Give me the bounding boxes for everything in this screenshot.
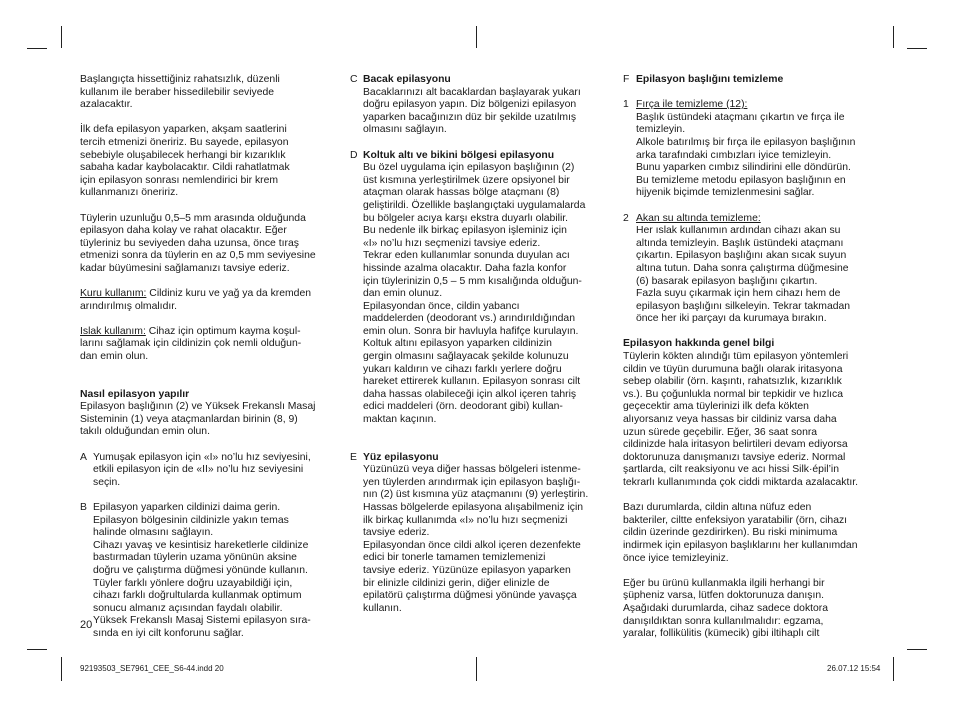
crop-mark-bottom-left-h — [27, 649, 47, 650]
dry-use-paragraph: Kuru kullanım: Cildiniz kuru ve yağ ya da kremden arındırılmış olmalıdır. — [80, 288, 312, 312]
footer-filename: 92193503_SE7961_CEE_S6-44.indd 20 — [80, 664, 224, 673]
cleaning-step-2: 2 Akan su altında temizleme: Her ıslak kullanımın ardından cihazı akan su altında temizleyin. Başlık üstündeki ataçmanı çıkartın. Epilasyon başlığını akan sıcak suyun altına tutun. Daha sonra çalıştırma düğmesine (6) basarak epilasyon başlığını çıkartın. Fazla suyu çıkarmak için hem cihazı hem de epilasyon başlığını silkeleyin. Tekrar takmadan önce her iki parçayı da kurumaya bırakın. — [623, 212, 851, 325]
column-middle — [350, 74, 612, 615]
water-cleaning-title: Akan su altında temizleme: — [636, 212, 761, 224]
step-b: B Epilasyon yaparken cildinizi daima gerin. Epilasyon bölgesinin cildinizle yakın temas halinde olmasını sağlayın. Cihazı yavaş ve kesintisiz hareketlerle cildinize bastırmadan tüylerin uzama yönünün aksine doğru ve çalıştırma düğmesi yönünde kullanın. Tüyler farklı yönlere doğru uzayabildiği için, cihazı farklı doğrultularda kullanmak optimum sonucu almanız açısından faydalı olabilir. Yüksek Frekanslı Masaj Sistemi epilasyon sıra- sında en iyi cilt konforunu sağlar. — [80, 502, 311, 639]
column-right — [623, 74, 885, 641]
crop-mark-bottom-right-h — [907, 649, 927, 650]
wet-use-paragraph: Islak kullanım: Cihaz için optimum kayma koşul- larını sağlamak için cildinizin çok nemli olduğun- dan emin olun. — [80, 325, 302, 363]
general-info-heading: Epilasyon hakkında genel bilgi — [623, 338, 775, 350]
crop-mark-top-left-v — [61, 26, 62, 48]
wet-use-label: Islak kullanım: — [80, 325, 146, 337]
crop-mark-bottom-left-v — [61, 657, 62, 681]
brush-cleaning-title: Fırça ile temizleme (12): — [636, 99, 748, 111]
crop-mark-top-right-v — [893, 26, 894, 48]
face-epilation-heading: Yüz epilasyonu — [363, 451, 439, 463]
cleaning-step-1: 1 Fırça ile temizleme (12): Başlık üstündeki ataçmanı çıkartın ve fırça ile temizleyin. Alkole batırılmış bir fırça ile epilasyon başlığının arka tarafındaki cımbızları iyice temizleyin. Bunu yaparken cımbız silindirini elle döndürün. Bu temizleme metodu epilasyon başlığının en hijyenik biçimde temizlenmesini sağlar. — [623, 99, 856, 199]
crop-mark-bottom-center-v — [476, 657, 477, 681]
crop-mark-top-right-h — [907, 48, 927, 49]
crop-mark-top-left-h — [27, 48, 47, 49]
intro-paragraph: Başlangıçta hissettiğiniz rahatsızlık, düzenli kullanım ile beraber hissedilebilir seviyede azalacaktır. — [80, 74, 280, 111]
page-number: 20 — [80, 619, 93, 631]
column-left — [80, 74, 342, 641]
cleaning-heading: Epilasyon başlığını temizleme — [636, 74, 784, 85]
how-to-heading: Nasıl epilasyon yapılır — [80, 388, 190, 400]
section-f-label: F — [623, 74, 630, 85]
crop-mark-bottom-right-v — [893, 657, 894, 681]
bacteria-paragraph: Bazı durumlarda, cildin altına nüfuz eden bakteriler, ciltte enfeksiyon yaratabilir (örn, cihazı cildin üzerinde gezdirirken). Bu riski minimuma indirmek için epilasyon başlıklarını her kullanımdan önce iyice temizleyiniz. — [623, 502, 858, 564]
how-to-section: Nasıl epilasyon yapılır Epilasyon başlığının (2) ve Yüksek Frekanslı Masaj Sisteminin (1) veya ataçmanlardan birinin (8, 9) takılı olduğundan emin olun. — [80, 388, 316, 438]
cleaning-step-1-label: 1 — [623, 99, 629, 111]
dry-use-label: Kuru kullanım: — [80, 288, 147, 300]
step-a: A Yumuşak epilasyon için «I» no’lu hız seviyesini, etkili epilasyon için de «II» no’lu hız seviyesini seçin. — [80, 451, 311, 488]
section-e: E Yüz epilasyonu Yüzünüzü veya diğer hassas bölgeleri istenme- yen tüylerden arındırmak için epilasyon başlığı- nın (2) üst kısmına yüz ataçmanını (9) yerleştirin. Hassas bölgelerde epilasyona alışabilmeniz için ilk birkaç kullanımda «I» no’lu hızı seçmenizi tavsiye ederiz. Epilasyondan önce cildi alkol içeren dezenfekte edici bir tonerle tamamen temizlemenizi tavsiye ederiz. Yüzünüze epilasyon yaparken bir elinizle cildinizi gerin, diğer elinizle de epilatörü çalıştırma düğmesi yönünde yavaşça kullanın. — [350, 451, 589, 614]
general-info-section: Epilasyon hakkında genel bilgi Tüylerin kökten alındığı tüm epilasyon yöntemleri cildin ve tüyün durumuna bağlı olarak iritasyona sebep olabilir (örn. kaşıntı, rahatsızlık, kızarıklık vs.). Bu çoğunlukla normal bir tepkidir ve hızlıca geçecektir ama tüylerinizi ilk defa kökten alıyorsanız veya hassas bir cildiniz varsa daha uzun sürede geçebilir. Eğer, 36 saat sonra cildinizde hala iritasyon belirtileri devam ediyorsa doktorunuza danışmanızı tavsiye ederiz. Normal şartlarda, cilt reaksiyonu ve acı hissi Silk·épil’in tekrarlı kullanımında çok ciddi miktarda azalacaktır. — [623, 338, 859, 488]
doctor-advice-paragraph: Eğer bu ürünü kullanmakla ilgili herhangi bir şüpheniz varsa, lütfen doktorunuza danışın. Aşağıdaki durumlarda, cihaz sadece doktora danışıldıktan sonra kullanılmalıdır: egzama, yaralar, follikülitis (kümecik) gibi iltihaplı cilt — [623, 577, 829, 640]
section-f — [623, 74, 885, 87]
first-epilation-paragraph: İlk defa epilasyon yaparken, akşam saatlerini tercih etmenizi öneririz. Bu sayede, epilasyon sebebiyle oluşabilecek herhangi bir kızarıklık sabaha kadar kaybolacaktır. Cildi rahatlatmak için epilasyon sonrası nemlendirici bir krem kullanmanızı öneririz. — [80, 124, 290, 199]
leg-epilation-heading: Bacak epilasyonu — [363, 74, 451, 85]
crop-mark-top-center-v — [476, 26, 477, 48]
underarm-bikini-heading: Koltuk altı ve bikini bölgesi epilasyonu — [363, 149, 555, 161]
hair-length-paragraph: Tüylerin uzunluğu 0,5–5 mm arasında olduğunda epilasyon daha kolay ve rahat olacaktır. Eğer tüyleriniz bu seviyeden daha uzunsa, önce tıraş etmenizi sonra da tüylerin en az 0,5 mm seviyesine kadar büyümesini sağlamanızı tavsiye ederiz. — [80, 212, 316, 274]
section-c: C Bacak epilasyonu Bacaklarınızı alt bacaklardan başlayarak yukarı doğru epilasyon yapın. Diz bölgenizi epilasyon yaparken bacağınızın düz bir şekilde uzatılmış olmasını sağlayın. — [350, 74, 581, 136]
section-d-label: D — [350, 149, 358, 161]
section-d: D Koltuk altı ve bikini bölgesi epilasyonu Bu özel uygulama için epilasyon başlığının (2) üst kısmına yerleştirilmek üzere opsiyonel bir ataçman olarak hassas bölge ataçmanı (8) geliştirildi. Özellikle başlangıçtaki uygulamalarda bu bölgeler acıya karşı ekstra duyarlı olabilir. Bu nedenle ilk birkaç epilasyon işleminiz için «I» no’lu hızı seçmenizi tavsiye ederiz. Tekrar eden kullanımlar sonunda duyulan acı hissinde azalma olacaktır. Daha fazla konfor için tüylerinizin 0,5 – 5 mm kısalığında olduğun- dan emin olunuz. Epilasyondan önce, cildin yabancı maddelerden (deodorant vs.) arındırıldığından emin olun. Sonra bir havluyla hafifçe kurulayın. Koltuk altını epilasyon yaparken cildinizin gergin olmasını sağlayacak şekilde kolunuzu yukarı kaldırın ve cihazı farklı yerlere doğru hareket ettirerek kullanın. Epilasyon sonrası cilt daha hassas olabileceği için alkol içeren tahriş edici maddeleri (örn. deodorant gibi) kullan- maktan kaçının. — [350, 149, 586, 426]
cleaning-step-2-label: 2 — [623, 212, 629, 224]
footer-date: 26.07.12 15:54 — [827, 664, 881, 673]
section-e-label: E — [350, 451, 357, 463]
step-a-label: A — [80, 451, 87, 463]
section-c-label: C — [350, 74, 358, 85]
step-b-label: B — [80, 502, 87, 513]
